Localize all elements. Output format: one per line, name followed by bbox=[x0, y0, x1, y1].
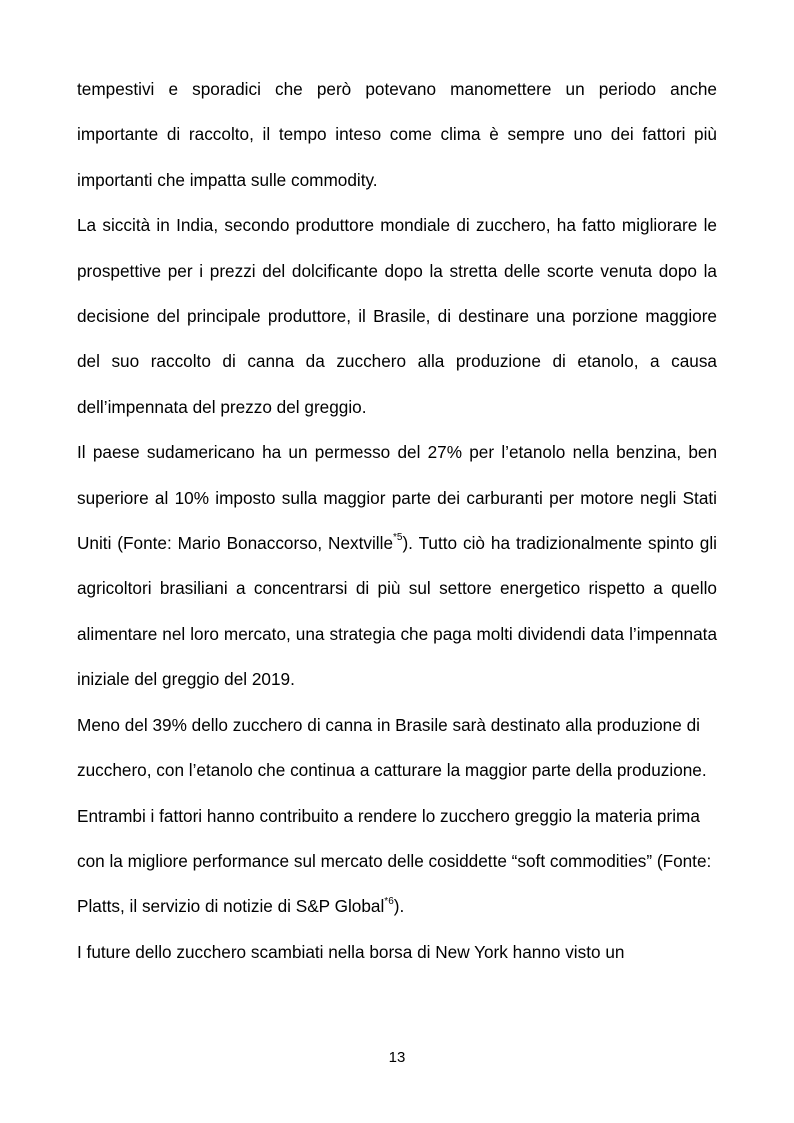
footnote-ref-6: *6 bbox=[384, 895, 394, 907]
paragraph-3-text-b: ). Tutto ciò ha tradizionalmente spinto gli agricoltori brasiliani a concentrarsi di più sul settore energetico rispetto a quello alimentare nel loro mercato, una strategia che paga molti dividendi data l’impennata iniziale del greggio del 2019. bbox=[77, 533, 717, 690]
paragraph-4-text-a: Meno del 39% dello zucchero di canna in Brasile sarà destinato alla produzione di zucchero, con l’etanolo che continua a catturare la maggior parte della produzione. Entrambi i fattori hanno contribuito a rendere lo zucchero greggio la materia prima con la migliore performance sul mercato delle cosiddette “soft commodities” (Fonte: Platts, il servizio di notizie di S&P Global bbox=[77, 714, 712, 917]
footnote-ref-5: *5 bbox=[393, 532, 403, 544]
body-text bbox=[77, 67, 717, 975]
paragraph-3 bbox=[77, 430, 717, 702]
paragraph-4-text-b: ). bbox=[393, 896, 405, 917]
page-number: 13 bbox=[388, 1049, 406, 1066]
paragraph-2: La siccità in India, secondo produttore mondiale di zucchero, ha fatto migliorare le prospettive per i prezzi del dolcificante dopo la stretta delle scorte venuta dopo la decisione del principale produttore, il Brasile, di destinare una porzione maggiore del suo raccolto di canna da zucchero alla produzione di etanolo, a causa dell’impennata del prezzo del greggio. bbox=[77, 215, 717, 417]
paragraph-1: tempestivi e sporadici che però potevano manomettere un periodo anche importante di raccolto, il tempo inteso come clima è sempre uno dei fattori più importanti che impatta sulle commodity. bbox=[77, 79, 717, 190]
paragraph-4 bbox=[77, 703, 717, 930]
paragraph-5: I future dello zucchero scambiati nella borsa di New York hanno visto un bbox=[77, 941, 625, 962]
paragraph-3-text-a: Il paese sudamericano ha un permesso del 27% per l’etanolo nella benzina, ben superiore al 10% imposto sulla maggior parte dei carburanti per motore negli Stati Uniti (Fonte: Mario Bonaccorso, Nextville bbox=[77, 442, 717, 554]
